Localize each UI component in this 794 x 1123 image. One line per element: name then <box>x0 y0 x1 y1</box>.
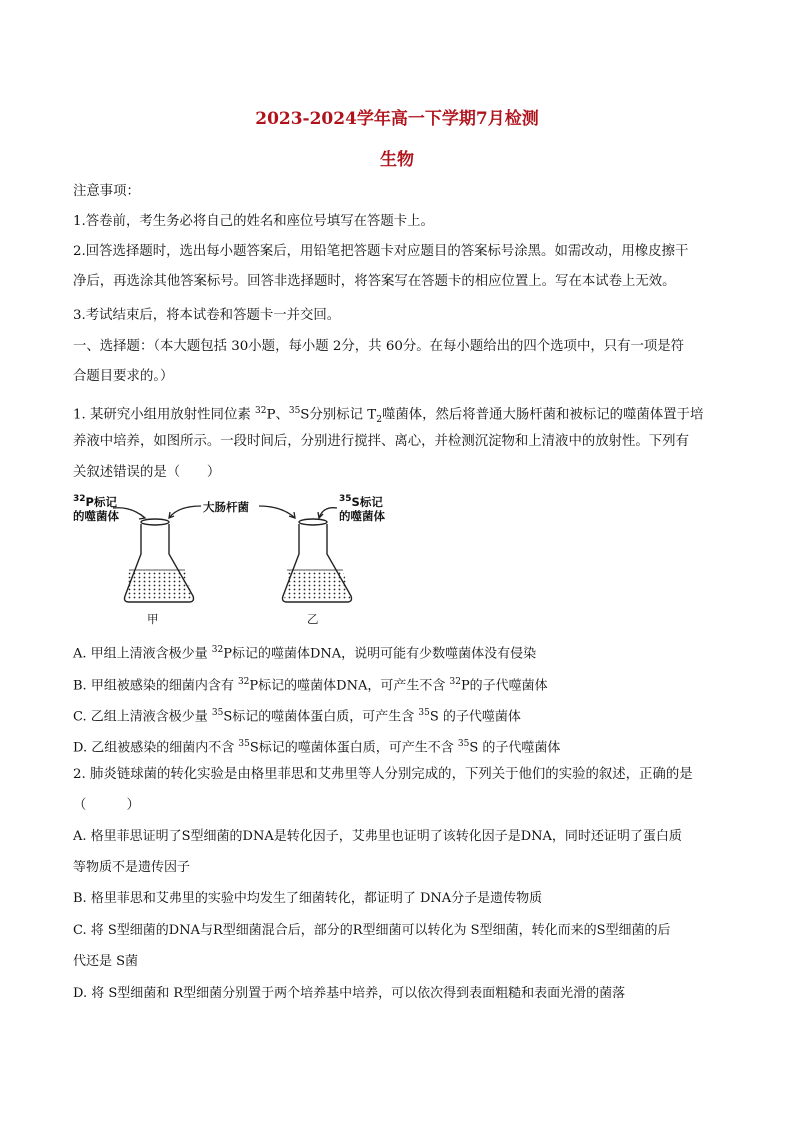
label-s35-phage: $^{35}$S标记 的噬菌体 <box>339 494 385 523</box>
question-1-line-1: 1. 某研究小组用放射性同位素 $^{32}$P、$^{35}$S分别标记 $T_2$噬菌体，然后将普通大肠杆菌和被标记的噬菌体置于培 <box>73 406 704 426</box>
question-2-option-a-line-1: A. 格里菲思证明了S型细菌的DNA是转化因子，艾弗里也证明了该转化因子是DNA，同时还证明了蛋白质 <box>73 829 682 844</box>
subject-title: 生物 <box>380 150 414 170</box>
exam-title: 2023-2024学年高一下学期7月检测 <box>255 109 539 129</box>
question-2-line-1: 2. 肺炎链球菌的转化实验是由格里菲思和艾弗里等人分别完成的，下列关于他们的实验的叙述，正确的是 <box>73 767 693 782</box>
question-1-option-c: C. 乙组上清液含极少量 $^{35}$S标记的噬菌体蛋白质，可产生含 $^{35}$S 的子代噬菌体 <box>73 708 521 725</box>
notes-heading: 注意事项： <box>73 184 140 199</box>
section-1-line-1: 一、选择题：（本大题包括 30小题，每小题 2分，共 60分。在每小题给出的四个选项中，只有一项是符 <box>73 339 685 354</box>
question-2-option-c-line-2: 代还是 S菌 <box>73 954 139 969</box>
question-2-option-b: B. 格里菲思和艾弗里的实验中均发生了细菌转化，都证明了 DNA分子是遗传物质 <box>73 891 543 906</box>
question-2-line-2: （ ） <box>73 798 140 813</box>
question-1-option-a: A. 甲组上清液含极少量 $^{32}$P标记的噬菌体DNA，说明可能有少数噬菌体没有侵染 <box>73 645 537 662</box>
label-flask-jia: 甲 <box>147 612 159 626</box>
question-2-option-c-line-1: C. 将 S型细菌的DNA与R型细菌混合后，部分的R型细菌可以转化为 S型细菌，转化而来的S型细菌的后 <box>73 923 671 938</box>
note-item-1: 1.答卷前，考生务必将自己的姓名和座位号填写在答题卡上。 <box>73 214 434 229</box>
label-p32-phage: $^{32}$P标记 的噬菌体 <box>73 494 119 523</box>
note-item-2-line-1: 2.回答选择题时，选出每小题答案后，用铅笔把答题卡对应题目的答案标号涂黑。如需改动，用橡皮擦干 <box>73 244 689 259</box>
label-flask-yi: 乙 <box>307 612 319 626</box>
section-1-line-2: 合题目要求的。） <box>73 369 174 384</box>
question-1-line-3: 关叙述错误的是（ ） <box>73 465 221 480</box>
question-1-option-b: B. 甲组被感染的细菌内含有 $^{32}$P标记的噬菌体DNA，可产生不含 $^{32}$P的子代噬菌体 <box>73 677 548 694</box>
flask-diagram <box>73 492 413 632</box>
flask-left <box>125 519 194 602</box>
question-1-option-d: D. 乙组被感染的细菌内不含 $^{35}$S标记的噬菌体蛋白质，可产生不含 $^{35}$S 的子代噬菌体 <box>73 739 561 756</box>
flask-right <box>283 519 352 602</box>
note-item-3: 3.考试结束后，将本试卷和答题卡一并交回。 <box>73 308 341 323</box>
question-2-option-d: D. 将 S型细菌和 R型细菌分别置于两个培养基中培养，可以依次得到表面粗糙和表面光滑的菌落 <box>73 986 626 1001</box>
question-2-option-a-line-2: 等物质不是遗传因子 <box>73 860 191 875</box>
question-1-line-2: 养液中培养，如图所示。一段时间后，分别进行搅拌、离心，并检测沉淀物和上清液中的放射性。下列有 <box>73 434 689 449</box>
label-e-coli: 大肠杆菌 <box>203 500 249 514</box>
note-item-2-line-2: 净后，再选涂其他答案标号。回答非选择题时，将答案写在答题卡的相应位置上。写在本试卷上无效。 <box>73 274 676 289</box>
